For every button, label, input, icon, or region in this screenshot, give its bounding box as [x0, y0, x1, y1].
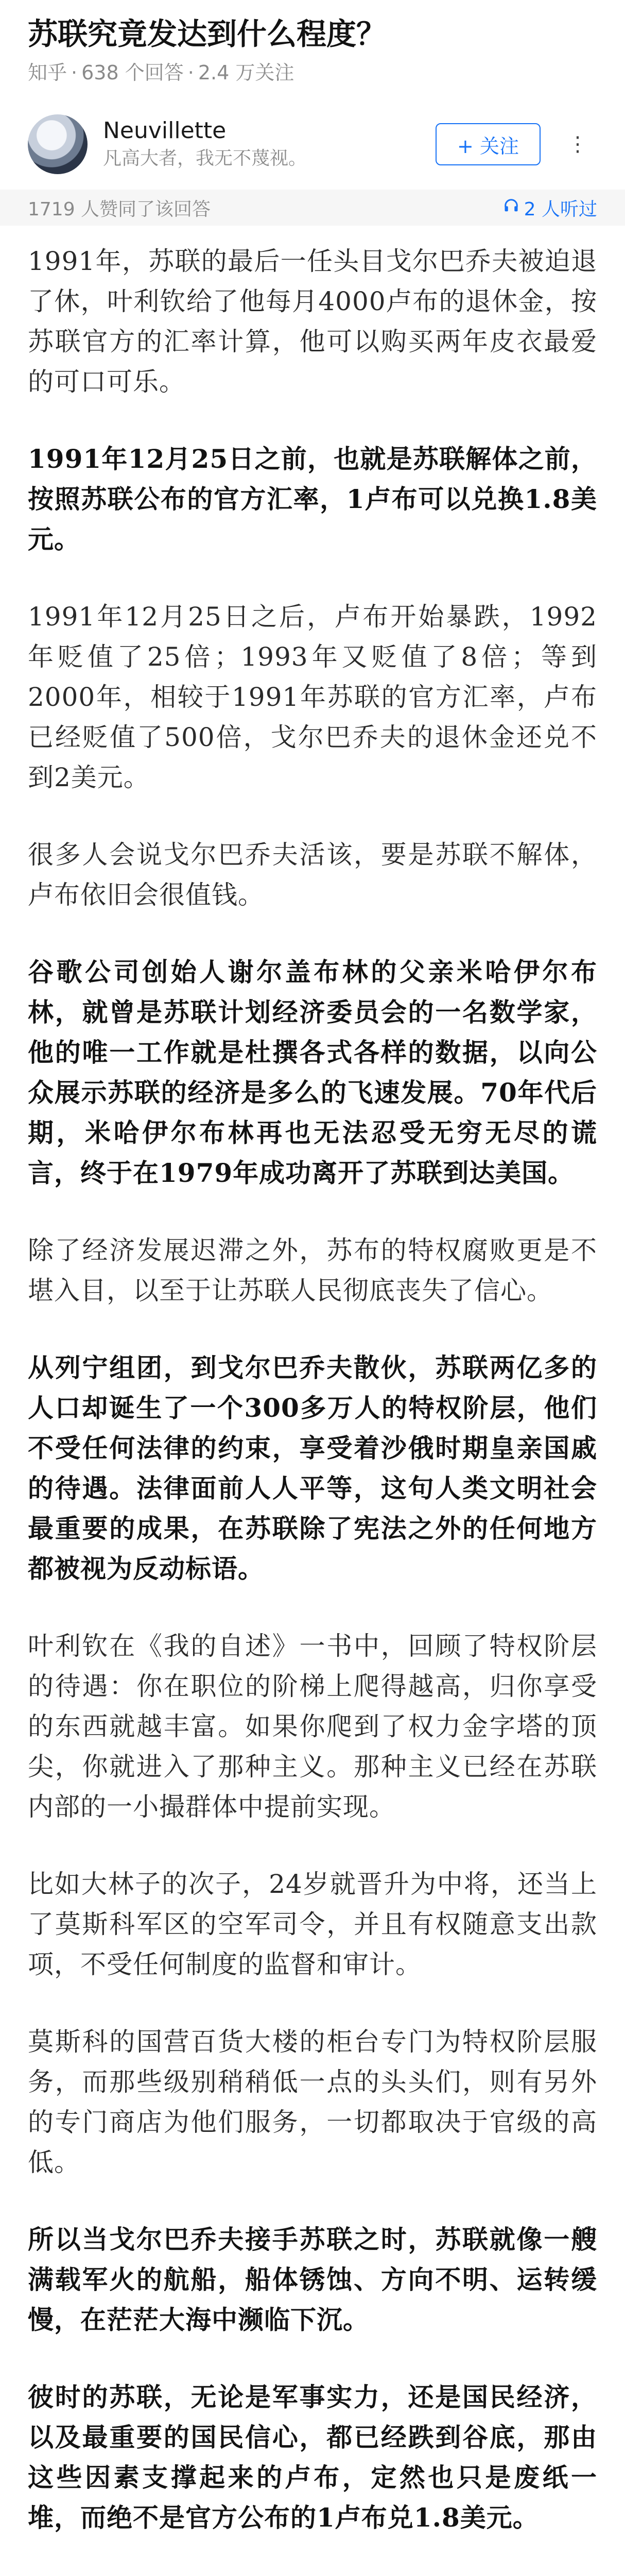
paragraph: 1991年12月25日之后，卢布开始暴跌，1992年贬值了25倍；1993年又贬值了8倍；等到2000年，相较于1991年苏联的官方汇率，卢布已经贬值了500倍，戈尔巴乔夫的退休金还兑不到2美元。	[28, 602, 597, 792]
author-name[interactable]: Neuvillette	[103, 117, 227, 144]
meta-source: 知乎	[28, 61, 67, 84]
author-row	[0, 87, 625, 174]
more-options-icon[interactable]: ⋮	[567, 132, 588, 156]
paragraph: 从列宁组团，到戈尔巴乔夫散伙，苏联两亿多的人口却诞生了一个300多万人的特权阶层，他们不受任何法律的约束，享受着沙俄时期皇亲国戚的待遇。法律面前人人平等，这句人类文明社会最重要的成果，在苏联除了宪法之外的任何地方都被视为反动标语。	[28, 1352, 597, 1584]
paragraph: 1991年，苏联的最后一任头目戈尔巴乔夫被迫退了休，叶利钦给了他每月4000卢布的退休金，按苏联官方的汇率计算，他可以购买两年皮衣最爱的可口可乐。	[28, 246, 597, 397]
listen-count: 2 人听过	[524, 198, 597, 220]
listen-button[interactable]	[504, 195, 597, 221]
question-title[interactable]: 苏联究竟发达到什么程度？	[28, 16, 387, 52]
question-meta	[28, 59, 597, 87]
avatar[interactable]	[28, 114, 88, 174]
answer-content	[0, 226, 625, 2576]
answer-stats	[0, 190, 625, 226]
follow-button[interactable]: + 关注	[436, 123, 541, 165]
headphones-icon	[504, 197, 519, 218]
paragraph: 比如大林子的次子，24岁就晋升为中将，还当上了莫斯科军区的空军司令，并且有权随意支出款项，不受任何制度的监督和审计。	[28, 1869, 597, 1979]
paragraph: 谷歌公司创始人谢尔盖布林的父亲米哈伊尔布林，就曾是苏联计划经济委员会的一名数学家，他的唯一工作就是杜撰各式各样的数据，以向公众展示苏联的经济是多么的飞速发展。70年代后期，米哈伊尔布林再也无法忍受无穷无尽的谎言，终于在1979年成功离开了苏联到达美国。	[28, 957, 597, 1188]
agree-count: 1719 人赞同了该回答	[28, 198, 211, 220]
paragraph: 1991年12月25日之前，也就是苏联解体之前，按照苏联公布的官方汇率，1卢布可以兑换1.8美元。	[28, 444, 597, 554]
paragraph: 彼时的苏联，无论是军事实力，还是国民经济，以及最重要的国民信心，都已经跌到谷底，那由这些因素支撑起来的卢布，定然也只是废纸一堆，而绝不是官方公布的1卢布兑1.8美元。	[28, 2382, 597, 2533]
meta-separator: ·	[71, 61, 78, 84]
paragraph: 除了经济发展迟滞之外，苏布的特权腐败更是不堪入目，以至于让苏联人民彻底丧失了信心。	[28, 1235, 597, 1306]
author-info	[103, 116, 436, 172]
author-bio: 凡高大者，我无不蔑视。	[103, 148, 307, 169]
paragraph: 叶利钦在《我的自述》一书中，回顾了特权阶层的待遇：你在职位的阶梯上爬得越高，归你享受的东西就越丰富。如果你爬到了权力金字塔的顶尖，你就进入了那种主义。那种主义已经在苏联内部的一小撮群体中提前实现。	[28, 1631, 597, 1822]
paragraph: 莫斯科的国营百货大楼的柜台专门为特权阶层服务，而那些级别稍稍低一点的头头们，则有另外的专门商店为他们服务，一切都取决于官级的高低。	[28, 2027, 597, 2177]
meta-follows: 2.4 万关注	[198, 61, 294, 84]
question-header	[0, 0, 625, 87]
meta-separator: ·	[187, 61, 194, 84]
paragraph: 所以当戈尔巴乔夫接手苏联之时，苏联就像一艘满载军火的航船，船体锈蚀、方向不明、运转缓慢，在茫茫大海中濒临下沉。	[28, 2224, 597, 2335]
meta-answers[interactable]: 638 个回答	[81, 61, 184, 84]
paragraph: 很多人会说戈尔巴乔夫活该，要是苏联不解体，卢布依旧会很值钱。	[28, 840, 597, 910]
